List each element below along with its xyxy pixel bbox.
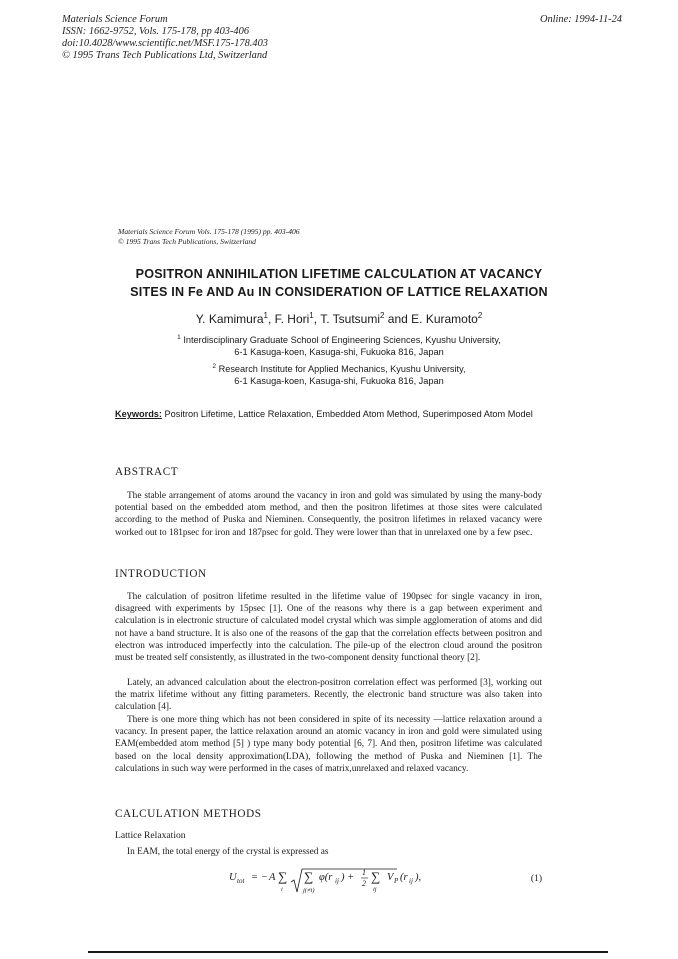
equation-1-formula	[229, 866, 489, 899]
svg-text:) +: ) +	[341, 872, 355, 883]
keywords-label: Keywords:	[115, 409, 162, 419]
abstract-heading: ABSTRACT	[115, 466, 179, 478]
title-line-1: POSITRON ANNIHILATION LIFETIME CALCULATION AT VACANCY	[135, 267, 543, 281]
author-4: and E. Kuramoto	[384, 312, 478, 326]
author-2-affil: 1	[309, 311, 314, 320]
author-3: , T. Tsutsumi	[313, 312, 380, 326]
author-3-affil: 2	[380, 311, 385, 320]
journal-header	[62, 14, 268, 62]
affiliation-1	[60, 332, 618, 358]
author-1: Y. Kamimura	[195, 312, 264, 326]
author-1-affil: 1	[263, 311, 268, 320]
paper-title	[60, 265, 618, 301]
affiliation-2-mark: 2	[212, 363, 217, 370]
citation-line-1: Materials Science Forum Vols. 175-178 (1995) pp. 403-406	[118, 227, 300, 236]
svg-text:(r: (r	[400, 872, 408, 883]
issn-line: ISSN: 1662-9752, Vols. 175-178, pp 403-406	[62, 26, 250, 37]
title-line-2: SITES IN Fe AND Au IN CONSIDERATION OF LATTICE RELAXATION	[130, 285, 548, 299]
doi-line: doi:10.4028/www.scientific.net/MSF.175-178.403	[62, 38, 268, 49]
keywords-text: Positron Lifetime, Lattice Relaxation, Embedded Atom Method, Superimposed Atom Model	[164, 409, 533, 419]
svg-text:j(≠i): j(≠i)	[303, 887, 315, 894]
svg-text:∑: ∑	[371, 869, 381, 884]
svg-text:φ(r: φ(r	[319, 872, 333, 883]
svg-text:),: ),	[415, 872, 422, 883]
svg-text:1: 1	[362, 868, 366, 877]
affiliation-2	[60, 361, 618, 387]
citation-line-2: © 1995 Trans Tech Publications, Switzerland	[118, 237, 256, 246]
journal-name: Materials Science Forum	[62, 14, 168, 25]
svg-text:V: V	[387, 872, 394, 883]
affiliation-1-mark: 1	[177, 334, 181, 341]
introduction-paragraph-2: Lately, an advanced calculation about the electron-positron correlation effect was performed [3], working out the matrix lifetime without any fitting parameters. Recently, the electronic band structure was also taken into calculation [4].	[115, 678, 542, 713]
author-4-affil: 2	[477, 311, 483, 320]
methods-subheading: Lattice Relaxation	[115, 830, 186, 841]
methods-intro: In EAM, the total energy of the crystal is expressed as	[127, 847, 329, 857]
svg-text:i: i	[281, 886, 283, 893]
svg-text:∑: ∑	[304, 869, 314, 884]
affiliation-1-line-2: 6-1 Kasuga-koen, Kasuga-shi, Fukuoka 816, Japan	[234, 347, 444, 358]
citation-block	[118, 227, 300, 247]
svg-text:A: A	[269, 872, 276, 883]
introduction-paragraph-3: There is one more thing which has not been considered in spite of its necessity —lattice relaxation around a vacancy. In present paper, the lattice relaxation around an atomic vacancy in iron and gold were simulated using EAM(embedded atom method [5] ) type many body potential [6, 7]. And then, positron lifetime was calculated based on the local density approximation(LDA), following the method of Puska and Nieminen [1]. The calculations in such way were performed in the cases of matrix,unrelaxed and relaxed vacancy.	[115, 715, 542, 774]
copyright-line: © 1995 Trans Tech Publications Ltd, Switzerland	[62, 50, 268, 61]
affiliation-2-line-1: Research Institute for Applied Mechanics, Kyushu University,	[218, 364, 466, 375]
bottom-rule	[88, 951, 608, 953]
equation-1	[115, 863, 542, 893]
svg-text:U: U	[229, 872, 237, 883]
svg-text:ij: ij	[409, 877, 413, 885]
affiliation-1-line-1: Interdisciplinary Graduate School of Engineering Sciences, Kyushu University,	[183, 335, 501, 346]
keywords	[115, 408, 541, 420]
svg-text:tot: tot	[237, 877, 245, 885]
abstract-text: The stable arrangement of atoms around the vacancy in iron and gold was simulated by using the many-body potential based on the embedded atom method, and then the positron lifetimes at those sites were calculated according to the method of Puska and Nieminen. Consequently, the positron lifetimes in relaxed vacancy were worked out to 181psec for iron and 187psec for gold. They were lower than that in unrelaxed one by a few psec.	[115, 491, 542, 538]
equation-1-svg	[229, 866, 489, 896]
svg-text:2: 2	[362, 879, 366, 888]
affiliation-2-line-2: 6-1 Kasuga-koen, Kasuga-shi, Fukuoka 816, Japan	[234, 376, 444, 387]
svg-text:ij: ij	[335, 877, 339, 885]
methods-heading: CALCULATION METHODS	[115, 808, 262, 820]
author-2: , F. Hori	[267, 312, 310, 326]
introduction-paragraph-1: The calculation of positron lifetime resulted in the lifetime value of 190psec for single vacancy in iron, disagreed with experiments by 15psec [1]. One of the reasons why there is a gap between experiment and calculation is in electronic structure of calculated model crystal which was simple agglomeration of atoms and did not have a band structure. It is also one of the reasons of the gap that the correlation effects between positron and electron was introduced imperfectly into the calculation. The pile-up of the electron cloud around the positron must be treated self consistently, as illustrated in the two-component density functional theory [2].	[115, 592, 542, 664]
introduction-heading: INTRODUCTION	[115, 568, 207, 580]
svg-text:= −: = −	[251, 872, 268, 883]
svg-text:P: P	[394, 877, 399, 885]
equation-1-number: (1)	[530, 874, 542, 884]
author-list	[60, 311, 618, 326]
online-date: Online: 1994-11-24	[539, 14, 622, 25]
svg-text:∑: ∑	[278, 869, 288, 884]
svg-text:ij: ij	[373, 886, 377, 893]
